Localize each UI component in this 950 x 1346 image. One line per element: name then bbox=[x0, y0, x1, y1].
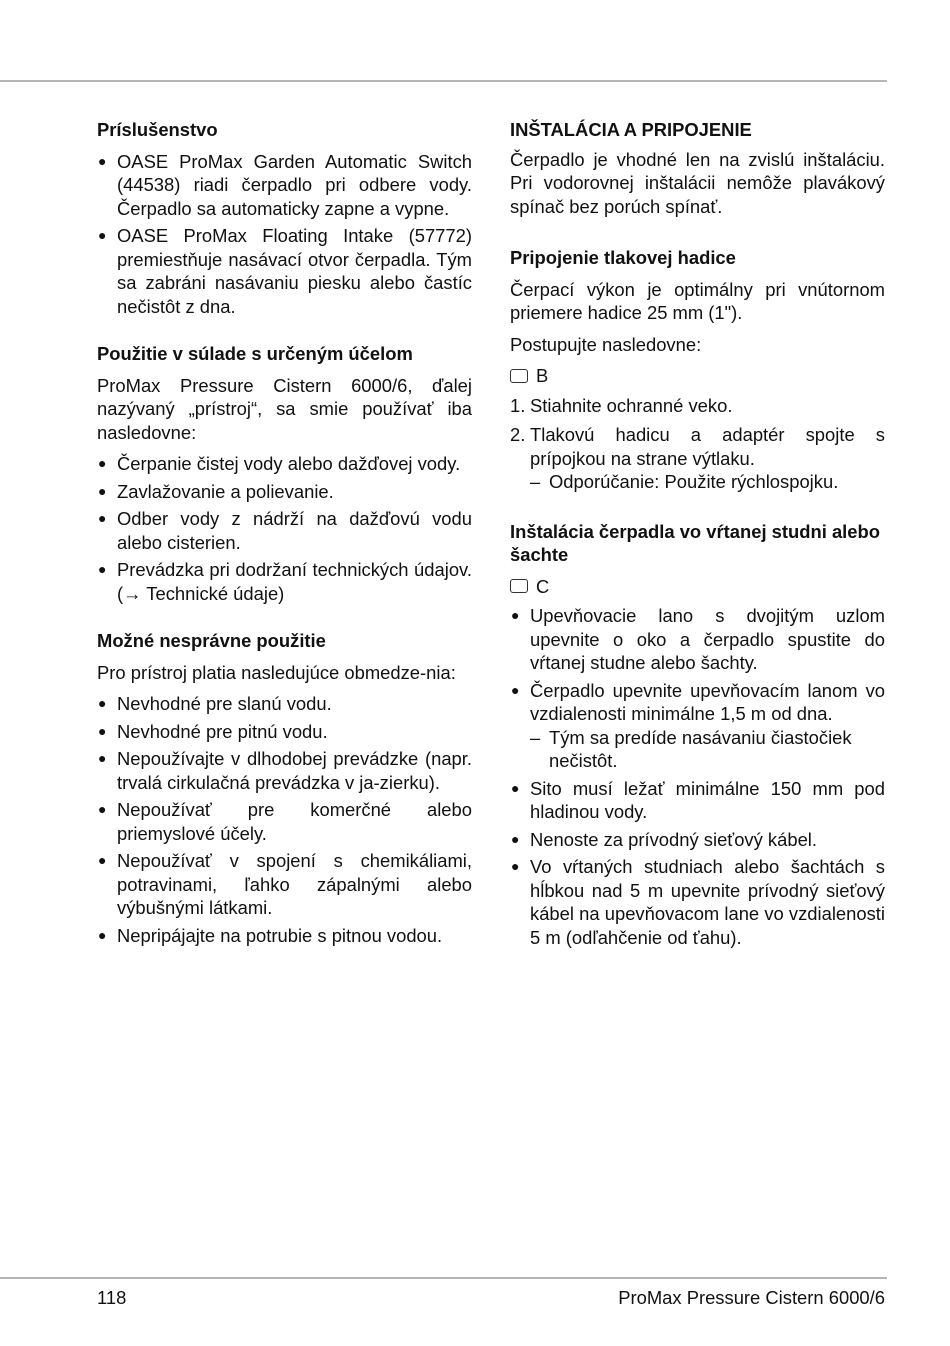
bullet-icon: ● bbox=[511, 858, 520, 874]
list-item: ● Čerpadlo upevnite upevňovacím lanom vo vzdialenosti minimálne 1,5 m od dna. – Tým sa predíde nasávaniu čiastočiek nečistôt. bbox=[511, 679, 885, 771]
bullet-icon: ● bbox=[511, 607, 520, 623]
figure-reference-c: C bbox=[510, 575, 885, 599]
bullet-icon: ● bbox=[98, 510, 107, 526]
list-item: ● Prevádzka pri dodržaní technických údajov. (→ Technické údaje) bbox=[98, 559, 472, 604]
list-item: ● Nenoste za prívodný sieťový kábel. bbox=[511, 828, 817, 850]
list-item: ● OASE ProMax Floating Intake (57772) premiestňuje nasávací otvor čerpadla. Tým sa zabráni nasávaniu piesku alebo častíc nečistôt z dna. bbox=[98, 225, 472, 317]
list-item: ● OASE ProMax Garden Automatic Switch (44538) riadi čerpadlo pri odbere vody. Čerpadlo sa automaticky zapne a vypne. bbox=[98, 150, 472, 219]
bullet-icon: ● bbox=[98, 852, 107, 868]
left-column bbox=[97, 118, 472, 951]
header-rule bbox=[0, 80, 887, 82]
sub-item: – Odporúčanie: Použite rýchlospojku. bbox=[530, 471, 839, 492]
product-name: ProMax Pressure Cistern 6000/6 bbox=[618, 1287, 885, 1308]
list-item: ● Odber vody z nádrží na dažďovú vodu alebo cisterien. bbox=[98, 508, 472, 553]
section-title-well-installation: Inštalácia čerpadla vo vŕtanej studni alebo šachte bbox=[510, 520, 880, 565]
bullet-icon: ● bbox=[511, 681, 520, 698]
bullet-icon: ● bbox=[98, 455, 107, 471]
list-item: ● Zavlažovanie a polievanie. bbox=[98, 480, 334, 502]
list-item: ● Nepoužívať v spojení s chemikáliami, potravinami, ľahko zápalnými alebo výbušnými látkami. bbox=[98, 850, 472, 918]
bullet-icon: ● bbox=[511, 830, 520, 847]
misuse-intro: Pro prístroj platia nasledujúce obmedze-nia: bbox=[97, 661, 456, 683]
list-item: ● Upevňovacie lano s dvojitým uzlom upevnite o oko a čerpadlo spustite do vŕtanej studne alebo šachty. bbox=[511, 605, 885, 673]
intended-use-list bbox=[97, 452, 472, 605]
section-title-misuse: Možné nesprávne použitie bbox=[97, 630, 326, 651]
section-title-accessories: Príslušenstvo bbox=[97, 119, 218, 140]
list-item: ● Čerpanie čistej vody alebo dažďovej vody. bbox=[98, 453, 461, 474]
section-title-intended-use: Použitie v súlade s určeným účelom bbox=[97, 343, 413, 364]
right-column bbox=[510, 118, 885, 953]
step-item: 1. Stiahnite ochranné veko. bbox=[510, 394, 733, 416]
bullet-icon: ● bbox=[98, 750, 107, 766]
bullet-icon: ● bbox=[98, 482, 107, 499]
section-title-installation: INŠTALÁCIA A PRIPOJENIE bbox=[510, 119, 752, 140]
figure-reference-b: B bbox=[510, 364, 885, 388]
hose-steps bbox=[510, 394, 885, 494]
list-item: ● Nepoužívať pre komerčné alebo priemyslové účely. bbox=[98, 799, 472, 844]
accessories-list bbox=[97, 150, 472, 319]
figure-icon bbox=[510, 369, 528, 383]
bullet-icon: ● bbox=[98, 152, 107, 169]
figure-icon bbox=[510, 579, 528, 593]
installation-text: Čerpadlo je vhodné len na zvislú inštaláciu. Pri vodorovnej inštalácii nemôže plavákový spínač bez porúch spínať. bbox=[510, 148, 885, 217]
bullet-icon: ● bbox=[511, 779, 520, 796]
bullet-icon: ● bbox=[98, 926, 107, 943]
sub-item: – Tým sa predíde nasávaniu čiastočiek nečistôt. bbox=[530, 726, 852, 771]
intended-use-intro: ProMax Pressure Cistern 6000/6, ďalej nazývaný „prístroj“, sa smie používať iba nasledovne: bbox=[97, 374, 472, 443]
bullet-icon: ● bbox=[98, 695, 107, 711]
bullet-icon: ● bbox=[98, 722, 107, 739]
misuse-list bbox=[97, 692, 472, 947]
step-item: 2. Tlakovú hadicu a adaptér spojte s prípojkou na strane výtlaku. – Odporúčanie: Použite rýchlospojku. bbox=[510, 424, 885, 492]
list-item: ● Nevhodné pre pitnú vodu. bbox=[98, 720, 328, 742]
bullet-icon: ● bbox=[98, 561, 107, 577]
bullet-icon: ● bbox=[98, 801, 107, 817]
list-item: ● Nepripájajte na potrubie s pitnou vodou. bbox=[98, 924, 443, 946]
proceed-text: Postupujte nasledovne: bbox=[510, 333, 702, 355]
pressure-hose-text: Čerpací výkon je optimálny pri vnútornom priemere hadice 25 mm (1"). bbox=[510, 278, 885, 323]
list-item: ● Sito musí ležať minimálne 150 mm pod hladinou vody. bbox=[511, 777, 885, 822]
footer-rule bbox=[0, 1277, 887, 1279]
list-item: ● Vo vŕtaných studniach alebo šachtách s hĺbkou nad 5 m upevnite prívodný sieťový kábel na upevňovacom lane vo vzdialenosti 5 m (odľahčenie od ťahu). bbox=[511, 856, 885, 948]
list-item: ● Nepoužívajte v dlhodobej prevádzke (napr. trvalá cirkulačná prevádzka v ja-zierku). bbox=[98, 748, 472, 793]
well-installation-list bbox=[510, 604, 885, 949]
bullet-icon: ● bbox=[98, 227, 107, 243]
section-title-pressure-hose: Pripojenie tlakovej hadice bbox=[510, 247, 736, 268]
page-number: 118 bbox=[97, 1287, 127, 1308]
list-item: ● Nevhodné pre slanú vodu. bbox=[98, 693, 332, 714]
